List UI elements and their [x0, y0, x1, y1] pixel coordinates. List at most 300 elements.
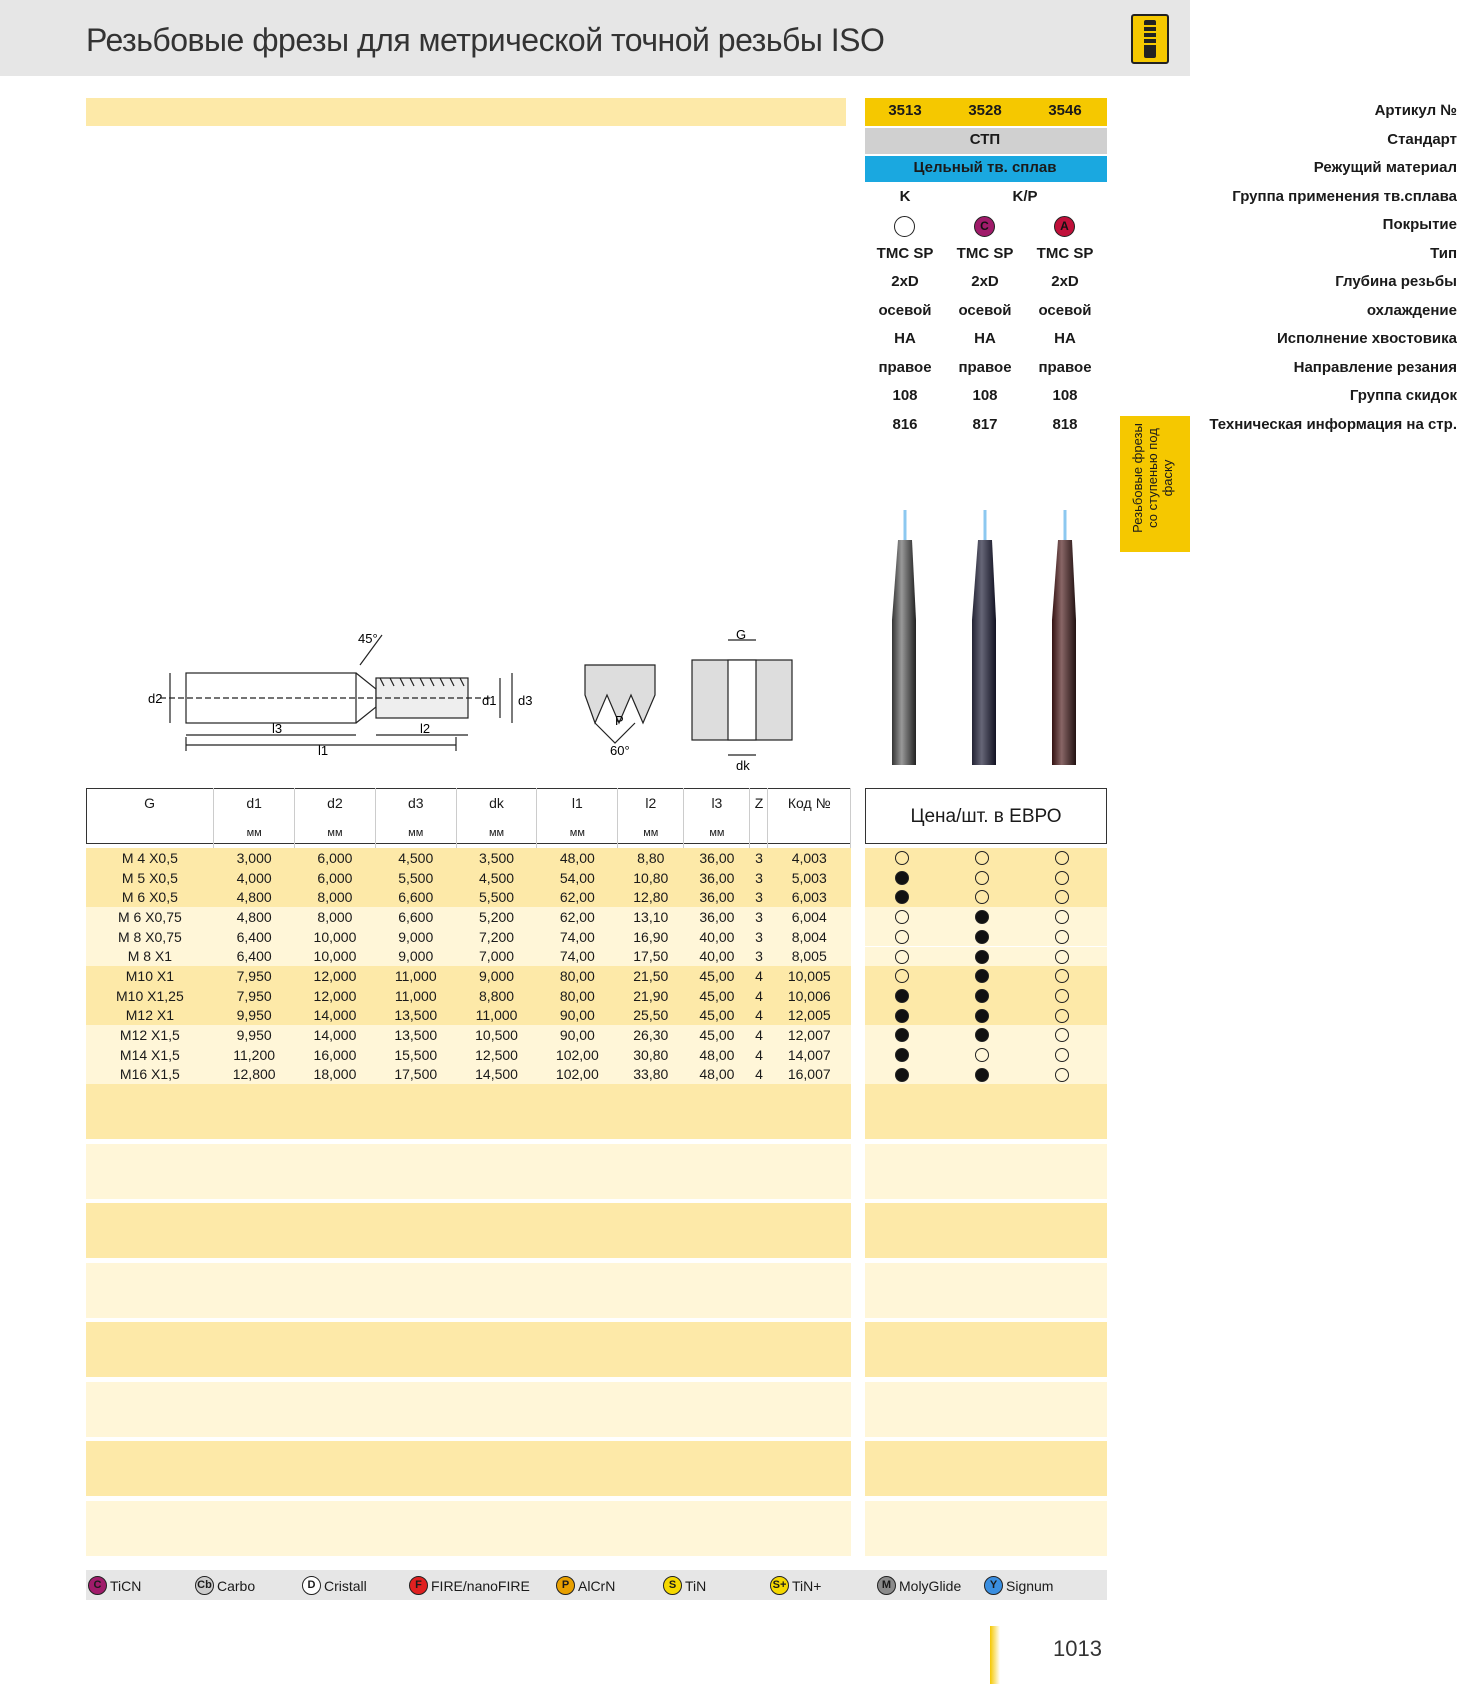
table-cell: 15,500 [394, 1046, 438, 1063]
coating-firenanofire-icon: F [409, 1576, 428, 1595]
table-header-row [86, 788, 851, 818]
page-number-bar [990, 1626, 1000, 1684]
spec-value: 3528 [968, 102, 1002, 119]
spec-label: Режущий материал [1313, 159, 1457, 176]
table-cell: 36,00 [699, 869, 735, 886]
table-row [86, 986, 851, 1006]
legend-label: TiN+ [792, 1577, 822, 1594]
table-cell: 6,600 [398, 908, 434, 925]
stock-filled-icon [895, 989, 909, 1003]
table-cell: 62,00 [559, 889, 595, 906]
table-cell: 5,200 [479, 908, 515, 925]
table-cell: 80,00 [559, 967, 595, 984]
table-cell: 13,500 [394, 1027, 438, 1044]
table-cell: 54,00 [559, 869, 595, 886]
tool-3513-image [892, 510, 916, 765]
spec-value: TMC SP [1036, 245, 1094, 262]
dim-g: G [736, 627, 747, 642]
stock-filled-icon [895, 1028, 909, 1042]
empty-row-band [865, 1501, 1107, 1556]
table-cell: 8,000 [317, 889, 353, 906]
spec-value: осевой [1038, 302, 1092, 319]
table-row [86, 907, 851, 927]
table-cell: 3 [755, 849, 763, 866]
unit-cell: мм [375, 818, 456, 848]
spec-row-type [540, 241, 1457, 267]
empty-row-band [865, 1144, 1107, 1199]
table-cell: 12,000 [313, 987, 357, 1004]
stock-empty-icon [1055, 930, 1069, 944]
table-cell: 25,50 [633, 1007, 669, 1024]
stock-empty-icon [1055, 851, 1069, 865]
spec-value: K/P [1012, 188, 1038, 205]
stock-filled-icon [975, 950, 989, 964]
spec-value: HA [894, 330, 916, 347]
empty-row-band [86, 1441, 851, 1496]
table-cell: 4 [755, 1066, 763, 1083]
spec-value: правое [1038, 359, 1092, 376]
legend-item [195, 1576, 255, 1595]
table-cell: 3 [755, 948, 763, 965]
table-cell: 5,003 [791, 869, 827, 886]
stock-filled-icon [895, 1009, 909, 1023]
coating-cristall-icon: D [302, 1576, 321, 1595]
tool-3546-image [1052, 510, 1076, 765]
table-cell: 10,80 [633, 869, 669, 886]
table-cell: 5,500 [398, 869, 434, 886]
stock-filled-icon [975, 910, 989, 924]
table-cell: 36,00 [699, 908, 735, 925]
empty-row-band [865, 1441, 1107, 1496]
table-cell: 10,006 [787, 987, 831, 1004]
table-cell: 10,000 [313, 928, 357, 945]
availability-row [865, 1065, 1107, 1085]
table-cell: 6,000 [317, 869, 353, 886]
table-row [86, 1006, 851, 1026]
unit-cell: мм [618, 818, 684, 848]
spec-value: 108 [892, 387, 918, 404]
spec-label: Группа скидок [1349, 387, 1457, 404]
spec-label: Артикул № [1374, 102, 1457, 119]
dim-d2: d2 [148, 691, 163, 706]
stock-filled-icon [975, 930, 989, 944]
table-cell: 4 [755, 967, 763, 984]
spec-label: охлаждение [1366, 302, 1457, 319]
empty-row-band [865, 1382, 1107, 1437]
stock-empty-icon [895, 950, 909, 964]
table-cell: 4,800 [236, 889, 272, 906]
unit-cell [750, 818, 768, 848]
spec-value: 3546 [1048, 102, 1082, 119]
dim-angle60: 60° [610, 743, 630, 758]
table-cell: M12 X1,5 [119, 1027, 180, 1044]
table-row [86, 1065, 851, 1085]
table-cell: 45,00 [699, 967, 735, 984]
stock-filled-icon [975, 969, 989, 983]
table-row [86, 946, 851, 966]
table-cell: 6,000 [317, 849, 353, 866]
col-d1: d1 [214, 788, 295, 818]
table-cell: 8,005 [791, 948, 827, 965]
legend-item [556, 1576, 615, 1595]
availability-row [865, 1006, 1107, 1026]
table-cell: 62,00 [559, 908, 595, 925]
empty-row-band [86, 1322, 851, 1377]
table-cell: 21,90 [633, 987, 669, 1004]
table-cell: 45,00 [699, 1007, 735, 1024]
table-cell: 21,50 [633, 967, 669, 984]
spec-label: Глубина резьбы [1335, 273, 1457, 290]
stock-empty-icon [1055, 950, 1069, 964]
spec-value[interactable]: 818 [1052, 416, 1078, 433]
spec-value: 108 [1052, 387, 1078, 404]
col-d3: d3 [375, 788, 456, 818]
stock-empty-icon [1055, 871, 1069, 885]
empty-row-band [865, 1203, 1107, 1258]
table-cell: 48,00 [699, 1046, 735, 1063]
legend-label: Carbo [217, 1577, 256, 1594]
legend-label: FIRE/nanoFIRE [431, 1577, 530, 1594]
spec-row-group [540, 184, 1457, 210]
table-cell: M10 X1,25 [116, 987, 184, 1004]
table-cell: 4,000 [236, 869, 272, 886]
table-cell: M 6 X0,5 [121, 889, 178, 906]
page-number: 1013 [1053, 1636, 1102, 1661]
coating-molyglide-icon: M [877, 1576, 896, 1595]
legend-label: TiCN [110, 1577, 142, 1594]
table-cell: 36,00 [699, 889, 735, 906]
table-cell: 3,500 [479, 849, 515, 866]
table-cell: 9,950 [236, 1027, 272, 1044]
stock-filled-icon [895, 1048, 909, 1062]
spec-value[interactable]: 816 [892, 416, 918, 433]
table-cell: 4 [755, 1007, 763, 1024]
table-cell: M16 X1,5 [119, 1066, 180, 1083]
spec-row-material [540, 155, 1457, 181]
legend-label: Cristall [324, 1577, 367, 1594]
col-dk: dk [456, 788, 537, 818]
unit-cell: мм [684, 818, 750, 848]
spec-value: HA [1054, 330, 1076, 347]
availability-row [865, 848, 1107, 868]
coating-tin+-icon: S+ [770, 1576, 789, 1595]
col-l3: l3 [684, 788, 750, 818]
table-cell: 9,000 [398, 928, 434, 945]
spec-value: K [899, 188, 911, 205]
table-row [86, 887, 851, 907]
spec-row-depth [540, 269, 1457, 295]
table-row [86, 868, 851, 888]
empty-row-band [86, 1203, 851, 1258]
table-cell: 4 [755, 1046, 763, 1063]
table-cell: 4,500 [398, 849, 434, 866]
dim-angle45: 45° [358, 631, 378, 646]
table-cell: 10,000 [313, 948, 357, 965]
availability-row [865, 868, 1107, 888]
table-cell: 4,500 [479, 869, 515, 886]
coating-a-icon: A [1054, 216, 1075, 237]
coating-ticn-icon: C [88, 1576, 107, 1595]
tool-drawing [160, 635, 512, 751]
coating-none-icon [894, 216, 915, 237]
price-header: Цена/шт. в ЕВРО [865, 788, 1107, 844]
table-cell: 16,000 [313, 1046, 357, 1063]
coating-carbo-icon: Cb [195, 1576, 214, 1595]
table-cell: 4 [755, 987, 763, 1004]
tool-3528-image [972, 510, 996, 765]
availability-row [865, 1045, 1107, 1065]
availability-row [865, 1025, 1107, 1045]
unit-cell: мм [537, 818, 618, 848]
unit-cell: мм [456, 818, 537, 848]
spec-row-direction [540, 355, 1457, 381]
spec-row-article [540, 98, 1457, 124]
spec-value: HA [974, 330, 996, 347]
table-cell: 9,950 [236, 1007, 272, 1024]
table-cell: M14 X1,5 [119, 1046, 180, 1063]
tool-photos [870, 510, 1110, 775]
table-row [86, 1045, 851, 1065]
empty-row-band [865, 1263, 1107, 1318]
table-cell: 13,10 [633, 908, 669, 925]
spec-value: правое [958, 359, 1012, 376]
availability-row [865, 947, 1107, 967]
dim-d1: d1 [482, 693, 497, 708]
table-cell: 4,800 [236, 908, 272, 925]
table-cell: 6,004 [791, 908, 827, 925]
spec-value: 2xD [891, 273, 919, 290]
dim-p: P [615, 713, 624, 728]
spec-row-discount [540, 383, 1457, 409]
table-cell: 3 [755, 889, 763, 906]
table-cell: 3,000 [236, 849, 272, 866]
table-cell: 48,00 [559, 849, 595, 866]
empty-row-band [86, 1084, 851, 1139]
availability-row [865, 927, 1107, 947]
table-cell: 10,500 [475, 1027, 518, 1044]
table-cell: 8,80 [637, 849, 665, 866]
stock-filled-icon [975, 1009, 989, 1023]
dim-d3: d3 [518, 693, 533, 708]
table-cell: M10 X1 [125, 967, 174, 984]
table-cell: M 5 X0,5 [121, 869, 178, 886]
table-cell: 14,000 [313, 1007, 357, 1024]
spec-value: TMC SP [876, 245, 934, 262]
thread-section [692, 640, 792, 755]
dimension-table [86, 788, 851, 1084]
table-cell: M 4 X0,5 [121, 849, 178, 866]
spec-value: СТП [969, 131, 1001, 148]
stock-empty-icon [1055, 910, 1069, 924]
dim-l2: l2 [420, 721, 431, 736]
table-cell: M 8 X0,75 [117, 928, 182, 945]
legend-item [663, 1576, 706, 1595]
table-cell: 12,800 [232, 1066, 276, 1083]
spec-label: Покрытие [1382, 216, 1457, 233]
table-cell: 36,00 [699, 849, 735, 866]
table-cell: 6,400 [236, 948, 272, 965]
legend-item [770, 1576, 821, 1595]
table-cell: 3 [755, 928, 763, 945]
spec-value[interactable]: 817 [972, 416, 998, 433]
spec-row-info [540, 412, 1457, 438]
table-cell: 4 [755, 1027, 763, 1044]
spec-value: правое [878, 359, 932, 376]
table-cell: 74,00 [559, 928, 595, 945]
legend-item [984, 1576, 1053, 1595]
table-row [86, 1025, 851, 1045]
col-l2: l2 [618, 788, 684, 818]
stock-filled-icon [895, 871, 909, 885]
table-cell: 33,80 [633, 1066, 669, 1083]
legend-label: TiN [685, 1577, 707, 1594]
table-cell: 3 [755, 869, 763, 886]
availability-row [865, 966, 1107, 986]
unit-cell: мм [214, 818, 295, 848]
table-cell: 9,000 [479, 967, 515, 984]
spec-row-coating [540, 212, 1457, 238]
availability-row [865, 986, 1107, 1006]
spec-value: Цельный тв. сплав [913, 159, 1057, 176]
table-cell: 12,005 [787, 1007, 831, 1024]
table-cell: 14,500 [475, 1066, 518, 1083]
table-cell: 11,000 [475, 1007, 518, 1024]
empty-row-band [86, 1382, 851, 1437]
table-cell: 48,00 [699, 1066, 735, 1083]
stock-filled-icon [895, 890, 909, 904]
unit-cell: мм [295, 818, 376, 848]
thread-profile [585, 665, 655, 743]
table-cell: M 6 X0,75 [117, 908, 182, 925]
stock-empty-icon [1055, 1009, 1069, 1023]
coating-alcrn-icon: P [556, 1576, 575, 1595]
spec-row-standard [540, 127, 1457, 153]
table-cell: 80,00 [559, 987, 595, 1004]
stock-filled-icon [895, 1068, 909, 1082]
table-cell: 6,400 [236, 928, 272, 945]
col-d2: d2 [295, 788, 376, 818]
coating-legend [86, 1570, 1107, 1600]
legend-item [409, 1576, 530, 1595]
spec-label: Группа применения тв.сплава [1232, 188, 1457, 205]
stock-filled-icon [975, 989, 989, 1003]
spec-value: осевой [958, 302, 1012, 319]
stock-empty-icon [1055, 1048, 1069, 1062]
stock-empty-icon [1055, 1068, 1069, 1082]
table-cell: 18,000 [313, 1066, 357, 1083]
stock-empty-icon [1055, 969, 1069, 983]
coating-signum-icon: Y [984, 1576, 1003, 1595]
stock-empty-icon [895, 910, 909, 924]
legend-label: MolyGlide [899, 1577, 962, 1594]
spec-value: 108 [972, 387, 998, 404]
table-row [86, 848, 851, 868]
spec-value: 3513 [888, 102, 922, 119]
spec-label: Исполнение хвостовика [1277, 330, 1457, 347]
legend-item [302, 1576, 367, 1595]
spec-row-shank [540, 326, 1457, 352]
stock-filled-icon [975, 1068, 989, 1082]
table-cell: 12,500 [475, 1046, 518, 1063]
table-cell: 8,800 [479, 987, 515, 1004]
table-cell: 3 [755, 908, 763, 925]
stock-empty-icon [895, 851, 909, 865]
dim-dk: dk [736, 758, 750, 773]
table-cell: 74,00 [559, 948, 595, 965]
unit-cell [768, 818, 851, 848]
thread-mill-logo-icon [1131, 14, 1169, 64]
spec-value: 2xD [971, 273, 999, 290]
stock-empty-icon [1055, 989, 1069, 1003]
table-cell: 26,30 [633, 1027, 669, 1044]
col-g: G [86, 788, 214, 818]
table-units-row [86, 818, 851, 848]
empty-row-band [865, 1084, 1107, 1139]
table-cell: 11,200 [233, 1046, 276, 1063]
table-cell: 30,80 [633, 1046, 669, 1063]
table-cell: 45,00 [699, 1027, 735, 1044]
availability-row [865, 887, 1107, 907]
coating-tin-icon: S [663, 1576, 682, 1595]
spec-row-cooling [540, 298, 1457, 324]
table-cell: 12,007 [787, 1027, 831, 1044]
table-cell: 7,000 [479, 948, 515, 965]
table-cell: 8,004 [791, 928, 827, 945]
table-cell: 7,950 [236, 987, 272, 1004]
table-cell: 7,950 [236, 967, 272, 984]
table-cell: 90,00 [559, 1007, 595, 1024]
table-cell: 11,000 [394, 987, 437, 1004]
table-cell: 14,007 [787, 1046, 831, 1063]
table-cell: 102,00 [555, 1066, 599, 1083]
empty-row-band [86, 1263, 851, 1318]
col-z: Z [750, 788, 768, 818]
table-cell: 12,80 [633, 889, 669, 906]
table-cell: 90,00 [559, 1027, 595, 1044]
table-cell: 17,50 [633, 948, 669, 965]
table-cell: 40,00 [699, 948, 735, 965]
stock-empty-icon [895, 930, 909, 944]
spec-value: TMC SP [956, 245, 1014, 262]
spec-label: Стандарт [1387, 131, 1457, 148]
stock-empty-icon [895, 969, 909, 983]
legend-label: AlCrN [578, 1577, 616, 1594]
table-cell: M12 X1 [125, 1007, 174, 1024]
table-cell: 17,500 [394, 1066, 438, 1083]
dim-l3: l3 [272, 721, 283, 736]
stock-empty-icon [975, 871, 989, 885]
table-cell: 16,007 [787, 1066, 831, 1083]
stock-empty-icon [1055, 890, 1069, 904]
legend-item [877, 1576, 961, 1595]
table-cell: 6,003 [791, 889, 827, 906]
spec-value: 2xD [1051, 273, 1079, 290]
table-cell: 40,00 [699, 928, 735, 945]
side-tab-label[interactable]: Резьбовые фрезы со ступенью под фаску [1130, 423, 1175, 533]
table-row [86, 966, 851, 986]
table-cell: 9,000 [398, 948, 434, 965]
empty-row-band [86, 1501, 851, 1556]
table-cell: 6,600 [398, 889, 434, 906]
empty-row-band [865, 1322, 1107, 1377]
stock-empty-icon [975, 890, 989, 904]
table-cell: 5,500 [479, 889, 515, 906]
legend-label: Signum [1006, 1577, 1054, 1594]
table-cell: 11,000 [394, 967, 437, 984]
table-cell: 8,000 [317, 908, 353, 925]
table-cell: 16,90 [633, 928, 669, 945]
table-cell: 10,005 [787, 967, 831, 984]
